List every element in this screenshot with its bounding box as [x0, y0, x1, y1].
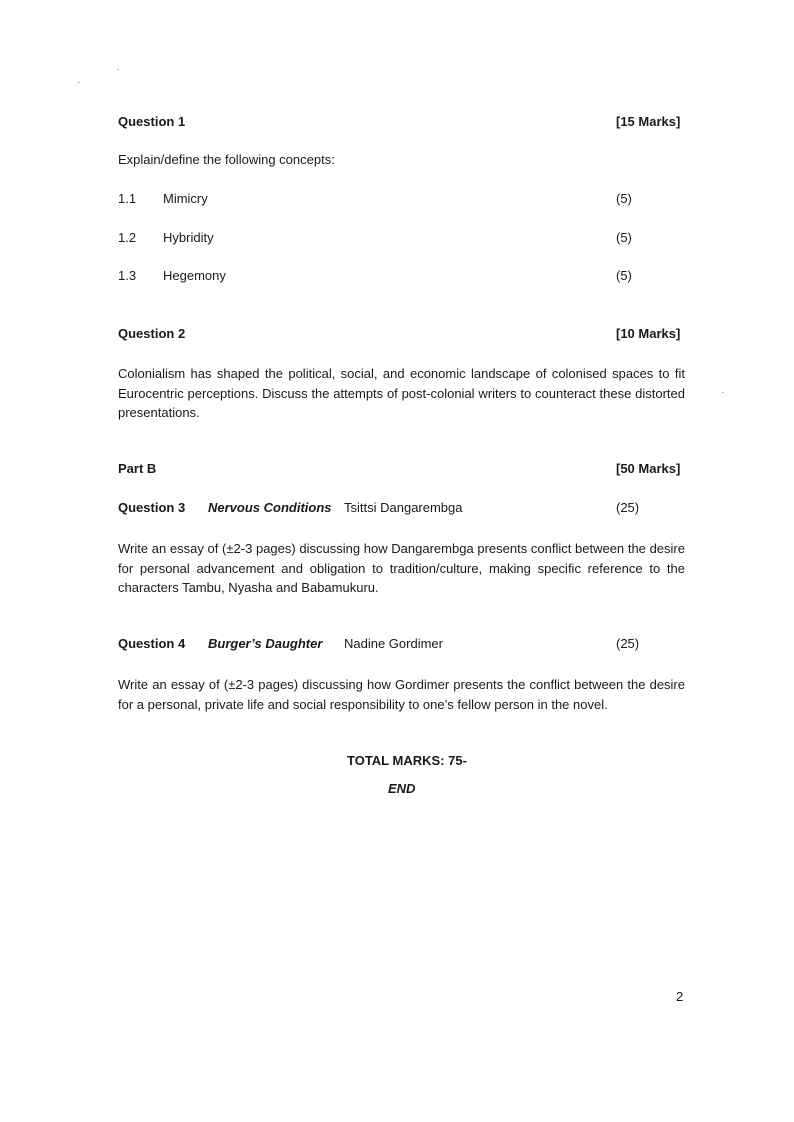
- page-number: 2: [676, 989, 684, 1004]
- item-term: Mimicry: [163, 191, 208, 206]
- item-number: 1.3: [118, 268, 137, 283]
- question-1-marks: [15 Marks]: [616, 114, 681, 129]
- item-number: 1.1: [118, 191, 137, 206]
- scan-speck: [117, 69, 119, 70]
- question-3-marks: (25): [616, 500, 640, 515]
- scan-speck: [78, 82, 80, 83]
- question-4-book-title: Burger’s Daughter: [208, 636, 323, 651]
- question-4-title: Question 4: [118, 636, 186, 651]
- question-3-author: Tsittsi Dangarembga: [344, 500, 463, 515]
- end-label: END: [388, 781, 416, 796]
- question-1-title: Question 1: [118, 114, 186, 129]
- total-marks: TOTAL MARKS: 75-: [347, 753, 467, 768]
- item-term: Hybridity: [163, 230, 214, 245]
- question-1-instruction: Explain/define the following concepts:: [118, 152, 335, 167]
- item-marks: (5): [616, 191, 632, 206]
- scan-speck: [722, 392, 724, 393]
- item-term: Hegemony: [163, 268, 226, 283]
- question-2-marks: [10 Marks]: [616, 326, 681, 341]
- question-4-author: Nadine Gordimer: [344, 636, 443, 651]
- question-2-title: Question 2: [118, 326, 186, 341]
- item-number: 1.2: [118, 230, 137, 245]
- part-b-title: Part B: [118, 461, 157, 476]
- question-4-text: Write an essay of (±2-3 pages) discussing how Gordimer presents the conflict between the desire for a personal, private life and social responsibility to one’s fellow person in the novel.: [118, 677, 685, 712]
- question-4-marks: (25): [616, 636, 640, 651]
- part-b-marks: [50 Marks]: [616, 461, 681, 476]
- item-marks: (5): [616, 230, 632, 245]
- question-2-text: Colonialism has shaped the political, social, and economic landscape of colonised spaces to fit Eurocentric perceptions. Discuss the attempts of post-colonial writers to counteract these distorted presentations.: [118, 366, 685, 420]
- question-3-title: Question 3: [118, 500, 186, 515]
- question-3-text: Write an essay of (±2-3 pages) discussing how Dangarembga presents conflict between the desire for personal advancement and obligation to tradition/culture, making specific reference to the characters Tambu, Nyasha and Babamukuru.: [118, 541, 685, 595]
- question-3-book-title: Nervous Conditions: [208, 500, 332, 515]
- item-marks: (5): [616, 268, 632, 283]
